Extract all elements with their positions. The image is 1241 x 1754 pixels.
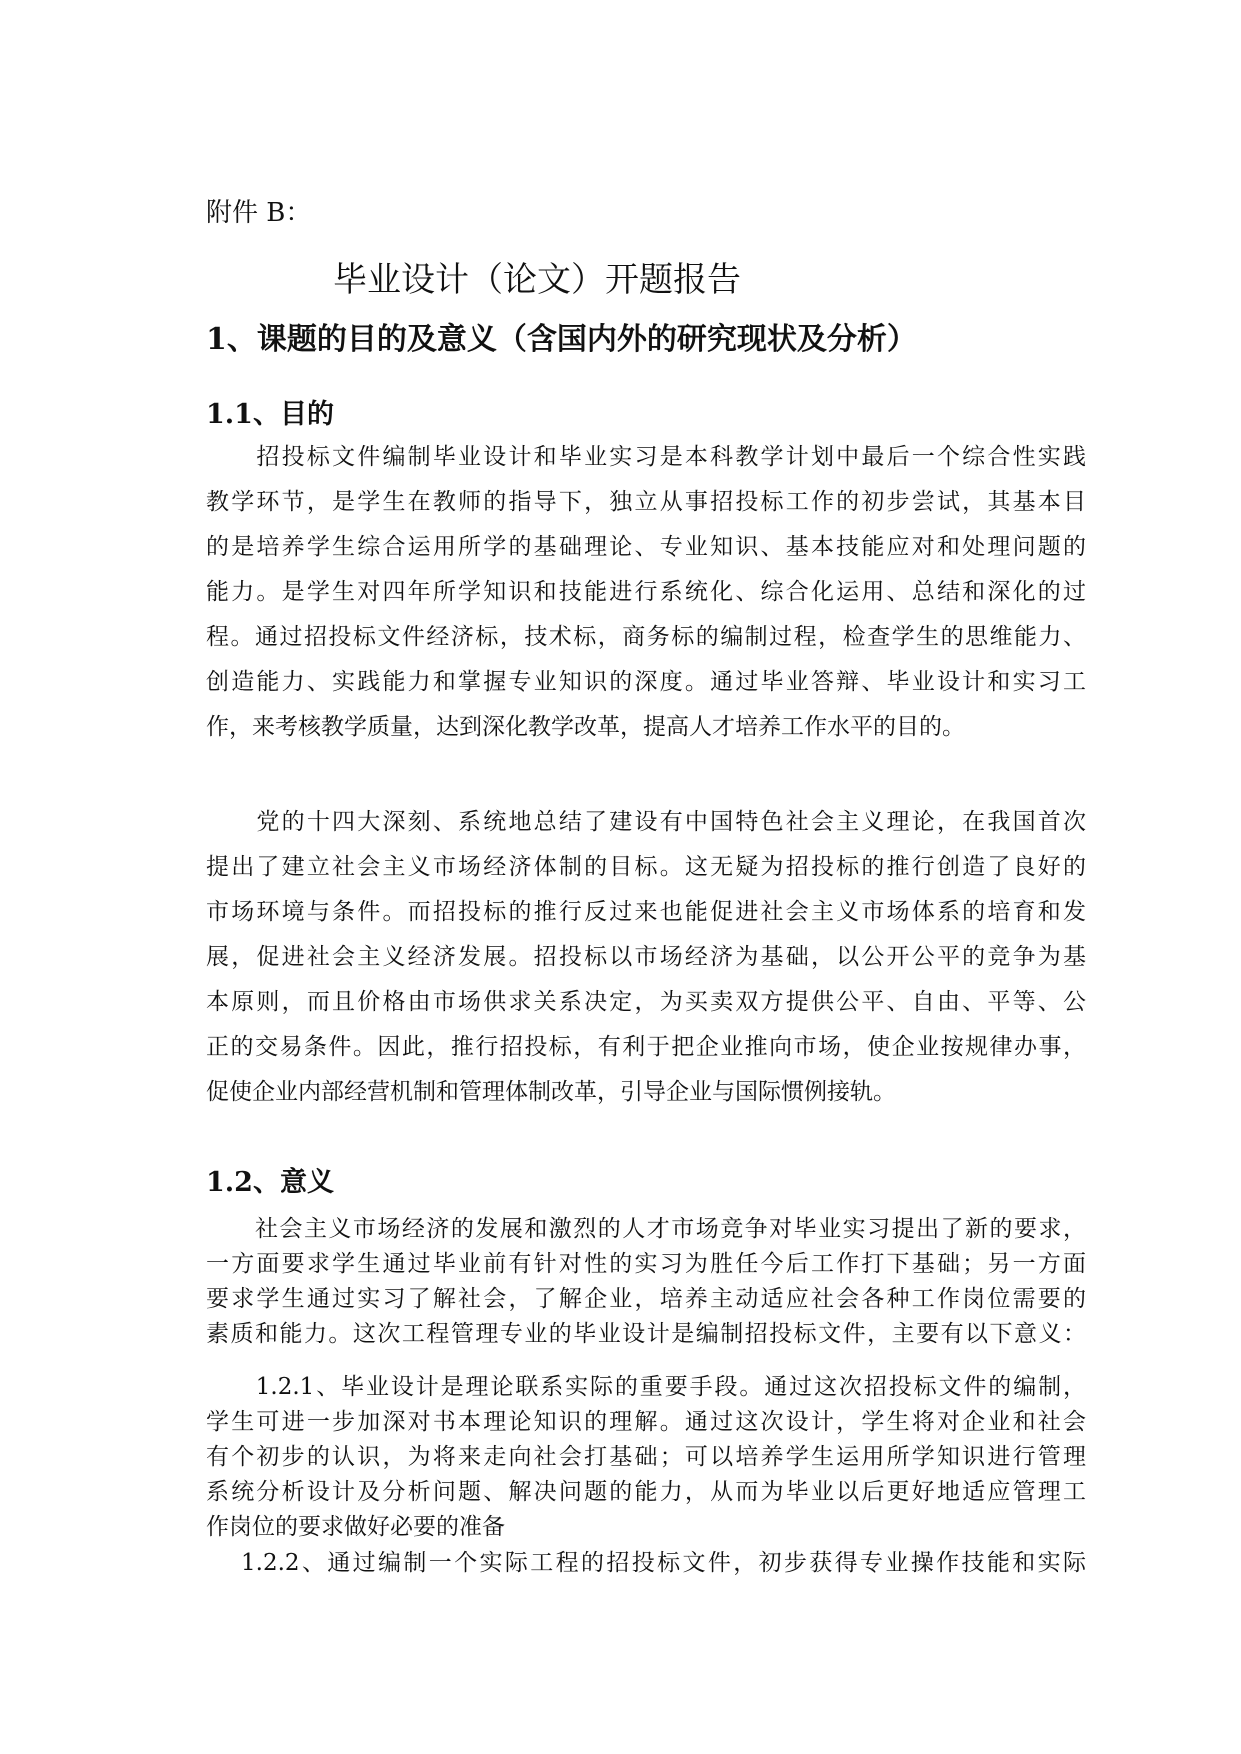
text-line: 教学环节，是学生在教师的指导下，独立从事招投标工作的初步尝试，其基本目 <box>206 489 1086 515</box>
text-line: 要求学生通过实习了解社会，了解企业，培养主动适应社会各种工作岗位需要的 <box>206 1286 1086 1312</box>
text-line: 提出了建立社会主义市场经济体制的目标。这无疑为招投标的推行创造了良好的 <box>206 854 1086 880</box>
text-line: 程。通过招投标文件经济标，技术标，商务标的编制过程，检查学生的思维能力、 <box>206 624 1086 650</box>
text-line: 素质和能力。这次工程管理专业的毕业设计是编制招投标文件，主要有以下意义： <box>206 1321 1086 1347</box>
text-line: 社会主义市场经济的发展和激烈的人才市场竞争对毕业实习提出了新的要求， <box>206 1216 1086 1242</box>
section-1-1-heading: 1.1、目的 <box>206 399 334 430</box>
text-line: 学生可进一步加深对书本理论知识的理解。通过这次设计，学生将对企业和社会 <box>206 1409 1086 1435</box>
significance-paragraph <box>206 1212 1086 1352</box>
text-line: 创造能力、实践能力和掌握专业知识的深度。通过毕业答辩、毕业设计和实习工 <box>206 669 1086 695</box>
text-line: 系统分析设计及分析问题、解决问题的能力，从而为毕业以后更好地适应管理工 <box>206 1479 1086 1505</box>
purpose-paragraph-1 <box>206 435 1086 750</box>
text-line: 1.2.1、毕业设计是理论联系实际的重要手段。通过这次招投标文件的编制， <box>206 1374 1086 1400</box>
text-line: 展，促进社会主义经济发展。招投标以市场经济为基础，以公开公平的竞争为基 <box>206 944 1086 970</box>
text-line: 市场环境与条件。而招投标的推行反过来也能促进社会主义市场体系的培育和发 <box>206 899 1086 925</box>
text-line: 能力。是学生对四年所学知识和技能进行系统化、综合化运用、总结和深化的过 <box>206 579 1086 605</box>
text-line: 促使企业内部经营机制和管理体制改革，引导企业与国际惯例接轨。 <box>206 1079 896 1105</box>
section-1-heading: 1、课题的目的及意义（含国内外的研究现状及分析） <box>206 322 917 357</box>
section-1-2-heading: 1.2、意义 <box>206 1167 334 1198</box>
text-line: 本原则，而且价格由市场供求关系决定，为买卖双方提供公平、自由、平等、公 <box>206 989 1086 1015</box>
attachment-label: 附件 B： <box>206 198 312 228</box>
significance-item-2 <box>206 1546 1086 1581</box>
significance-item-1 <box>206 1370 1086 1545</box>
text-line: 一方面要求学生通过毕业前有针对性的实习为胜任今后工作打下基础；另一方面 <box>206 1251 1086 1277</box>
text-line: 招投标文件编制毕业设计和毕业实习是本科教学计划中最后一个综合性实践 <box>206 444 1086 470</box>
purpose-paragraph-2 <box>206 800 1086 1115</box>
text-line: 的是培养学生综合运用所学的基础理论、专业知识、基本技能应对和处理问题的 <box>206 534 1086 560</box>
text-line: 党的十四大深刻、系统地总结了建设有中国特色社会主义理论，在我国首次 <box>206 809 1086 835</box>
text-line: 正的交易条件。因此，推行招投标，有利于把企业推向市场，使企业按规律办事， <box>206 1034 1086 1060</box>
text-line: 1.2.2、通过编制一个实际工程的招投标文件，初步获得专业操作技能和实际 <box>206 1550 1086 1576</box>
text-line: 作，来考核教学质量，达到深化教学改革，提高人才培养工作水平的目的。 <box>206 714 965 740</box>
text-line: 有个初步的认识，为将来走向社会打基础；可以培养学生运用所学知识进行管理 <box>206 1444 1086 1470</box>
text-line: 作岗位的要求做好必要的准备 <box>206 1514 505 1540</box>
report-title: 毕业设计（论文）开题报告 <box>333 260 741 300</box>
